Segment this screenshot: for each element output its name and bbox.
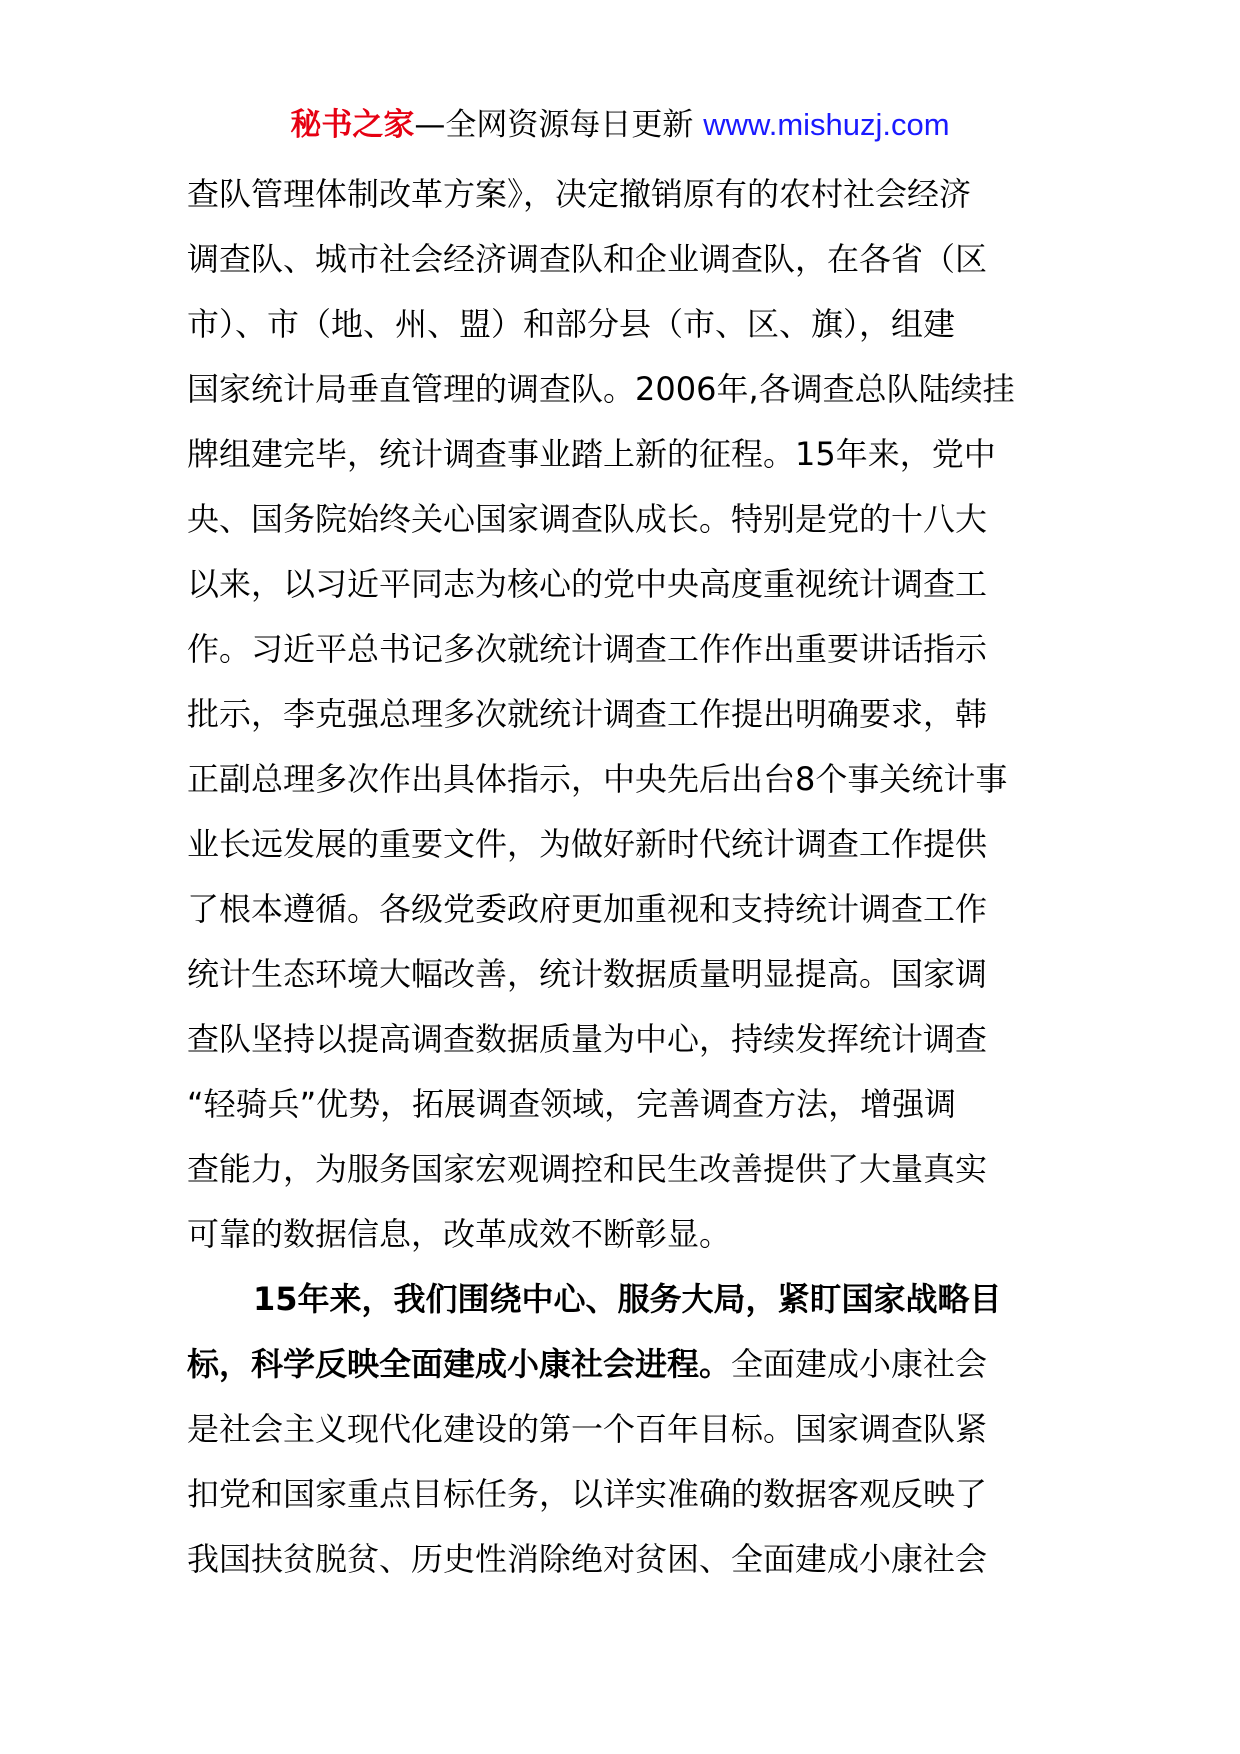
- document-body: [187, 162, 1057, 1592]
- section-heading-line: 15年来，我们围绕中心、服务大局，紧盯国家战略目: [253, 1280, 1002, 1318]
- text-line: 正副总理多次作出具体指示，中央先后出台8个事关统计事: [187, 760, 1008, 798]
- text-line: 是社会主义现代化建设的第一个百年目标。国家调查队紧: [187, 1410, 988, 1448]
- text-line: 统计生态环境大幅改善，统计数据质量明显提高。国家调: [187, 955, 988, 993]
- text-line: 以来，以习近平同志为核心的党中央高度重视统计调查工: [187, 565, 988, 603]
- text-line: 了根本遵循。各级党委政府更加重视和支持统计调查工作: [187, 890, 988, 928]
- text-line: 市）、市（地、州、盟）和部分县（市、区、旗），组建: [187, 305, 956, 343]
- text-line: 扣党和国家重点目标任务，以详实准确的数据客观反映了: [187, 1475, 988, 1513]
- text-line: 央、国务院始终关心国家调查队成长。特别是党的十八大: [187, 500, 988, 538]
- section-heading-text: 标，科学反映全面建成小康社会进程。: [187, 1345, 732, 1383]
- text-line: “轻骑兵”优势，拓展调查领域，完善调查方法，增强调: [187, 1085, 957, 1123]
- text-line: 作。习近平总书记多次就统计调查工作作出重要讲话指示: [187, 630, 988, 668]
- text-line: 牌组建完毕，统计调查事业踏上新的征程。15年来，党中: [187, 435, 996, 473]
- text-run: 全面建成小康社会: [731, 1345, 988, 1383]
- section-heading-line: [187, 1332, 1057, 1397]
- text-line: 查队管理体制改革方案》，决定撤销原有的农村社会经济: [187, 175, 972, 213]
- text-line: 业长远发展的重要文件，为做好新时代统计调查工作提供: [187, 825, 988, 863]
- text-line: 查队坚持以提高调查数据质量为中心，持续发挥统计调查: [187, 1020, 988, 1058]
- site-url-link[interactable]: www.mishuzj.com: [703, 107, 950, 142]
- header-slogan: —全网资源每日更新: [414, 107, 704, 143]
- brand-name: 秘书之家: [290, 107, 415, 143]
- text-line: 查能力，为服务国家宏观调控和民生改善提供了大量真实: [187, 1150, 988, 1188]
- text-line: 调查队、城市社会经济调查队和企业调查队，在各省（区: [187, 240, 988, 278]
- text-line: 我国扶贫脱贫、历史性消除绝对贫困、全面建成小康社会: [187, 1540, 988, 1578]
- text-line: 国家统计局垂直管理的调查队。2006年,各调查总队陆续挂: [187, 370, 1015, 408]
- text-line: 批示，李克强总理多次就统计调查工作提出明确要求，韩: [187, 695, 988, 733]
- text-line: 可靠的数据信息，改革成效不断彰显。: [187, 1215, 732, 1253]
- site-header: [0, 100, 1240, 150]
